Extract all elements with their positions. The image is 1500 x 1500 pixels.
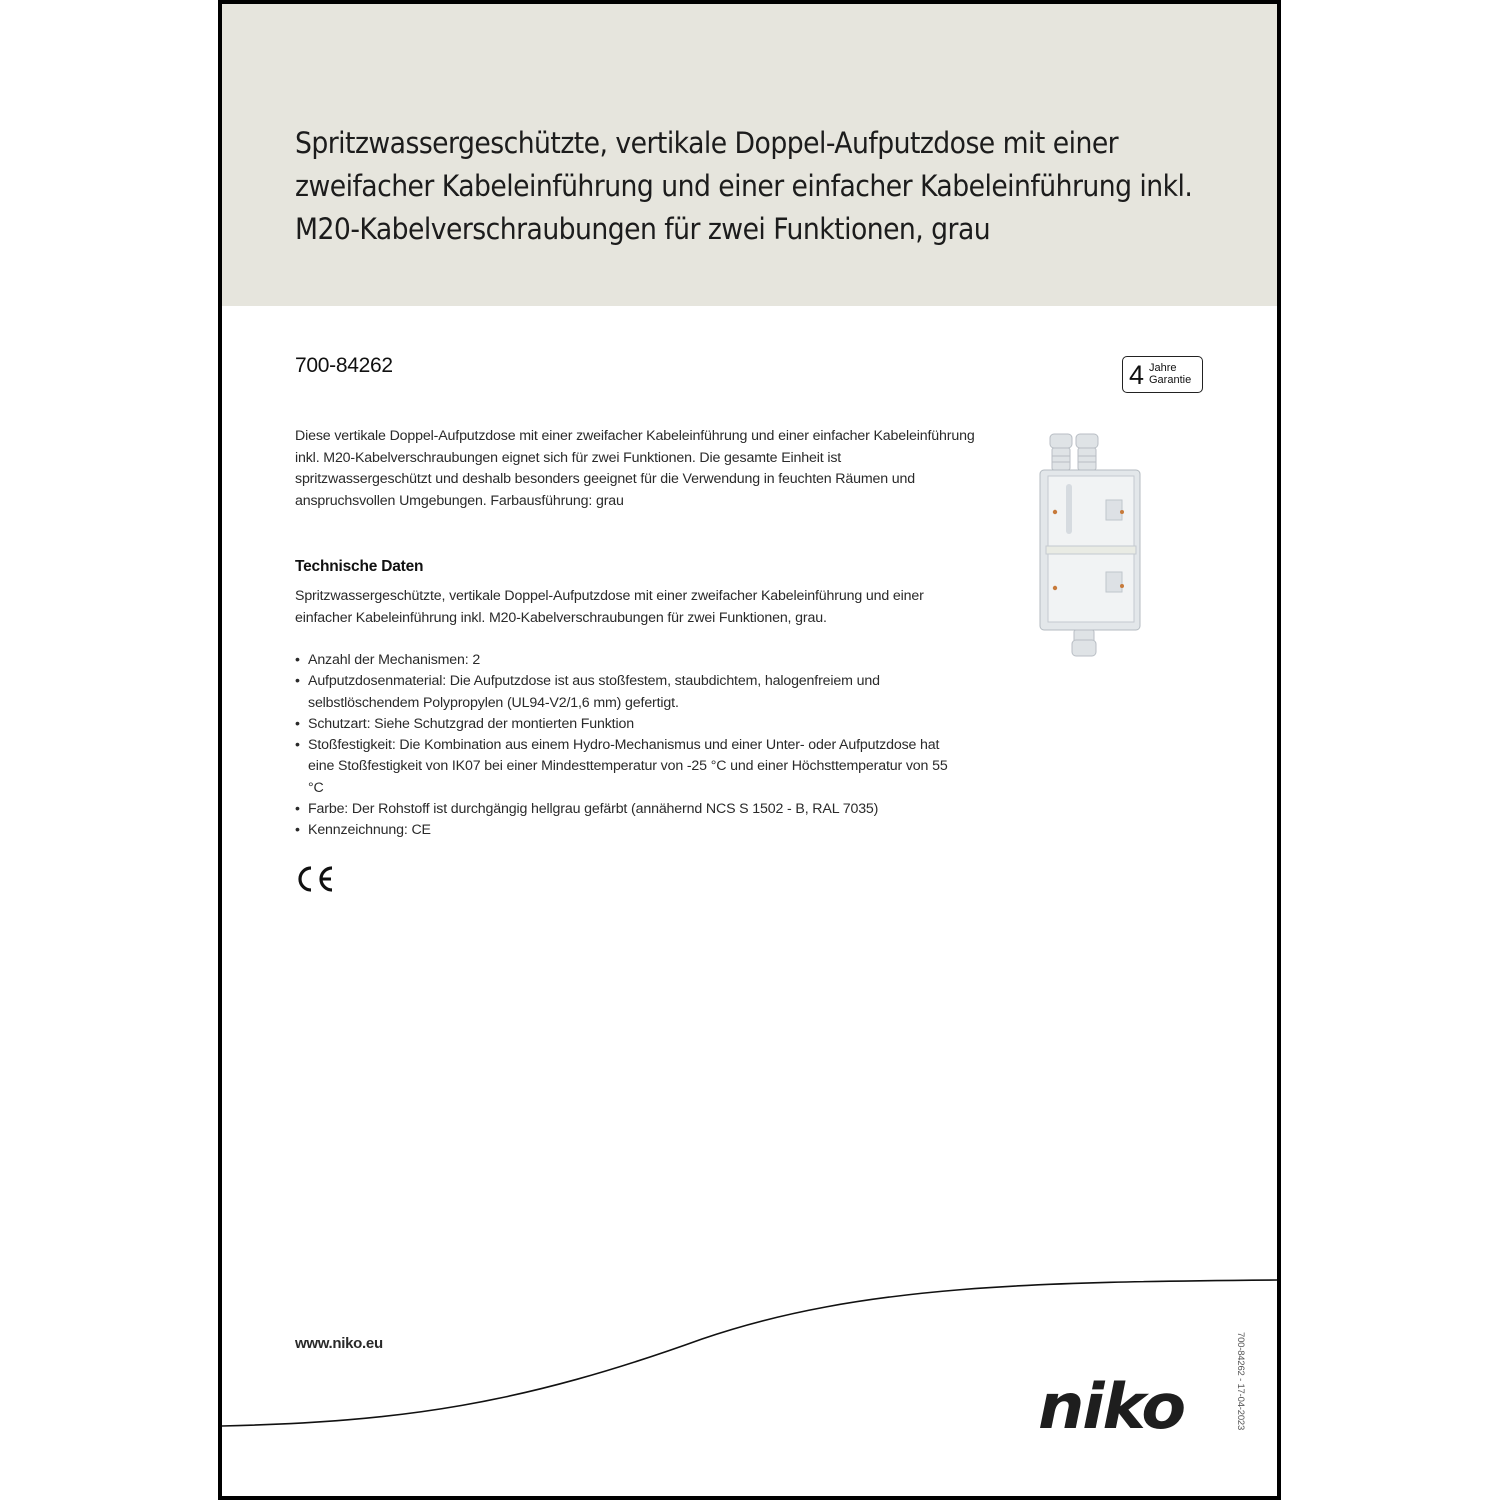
product-image [1028, 432, 1148, 658]
warranty-years: 4 [1129, 360, 1145, 390]
product-title: Spritzwassergeschützte, vertikale Doppel-Aufputzdose mit einer zweifacher Kabeleinführung und einer einfacher Kabeleinführung inkl. M20-Kabelverschraubungen für zwei Funktionen, grau [295, 126, 1193, 246]
document-reference: 700-84262 - 17-04-2023 [1235, 1332, 1246, 1431]
technical-intro: Spritzwassergeschützte, vertikale Doppel-Aufputzdose mit einer zweifacher Kabeleinführung und einer einfacher Kabeleinführung inkl. M20-Kabelverschraubungen für zwei Funktionen, grau. [295, 588, 924, 626]
spec-item: • Farbe: Der Rohstoff ist durchgängig hellgrau gefärbt (annähernd NCS S 1502 - B, RAL 7035) [295, 799, 965, 820]
spec-item: • Stoßfestigkeit: Die Kombination aus einem Hydro-Mechanismus und einer Unter- oder Aufputzdose hat eine Stoßfestigkeit von IK07 bei einer Mindesttemperatur von -25 °C und einer Höchsttemperatur von 55 °C [295, 735, 965, 799]
niko-logo: niko [1038, 1370, 1184, 1443]
spec-item: • Aufputzdosenmaterial: Die Aufputzdose ist aus stoßfestem, staubdichtem, halogenfreiem und selbstlöschendem Polypropylen (UL94-V2/1,6 mm) gefertigt. [295, 671, 965, 714]
ce-mark-icon [294, 864, 336, 894]
spec-item: • Kennzeichnung: CE [295, 820, 965, 841]
spec-list [295, 650, 965, 842]
website-link[interactable]: www.niko.eu [295, 1335, 383, 1352]
header-band [222, 4, 1277, 306]
warranty-badge [1122, 356, 1203, 393]
warranty-label-line2: Garantie [1149, 374, 1192, 386]
article-number: 700-84262 [295, 354, 393, 377]
spec-item: • Anzahl der Mechanismen: 2 [295, 650, 965, 671]
warranty-label-line1: Jahre [1149, 362, 1177, 374]
technical-data-heading: Technische Daten [295, 558, 424, 575]
spec-item: • Schutzart: Siehe Schutzgrad der montierten Funktion [295, 714, 965, 735]
datasheet-page [218, 0, 1281, 1500]
product-description: Diese vertikale Doppel-Aufputzdose mit einer zweifacher Kabeleinführung und einer einfacher Kabeleinführung inkl. M20-Kabelverschraubungen eignet sich für zwei Funktionen. Die gesamte Einheit ist spritzwassergeschützt und deshalb besonders geeignet für die Verwendung in feuchten Räumen und anspruchsvollen Umgebungen. Farbausführung: grau [295, 428, 975, 509]
warranty-label [1149, 362, 1191, 386]
